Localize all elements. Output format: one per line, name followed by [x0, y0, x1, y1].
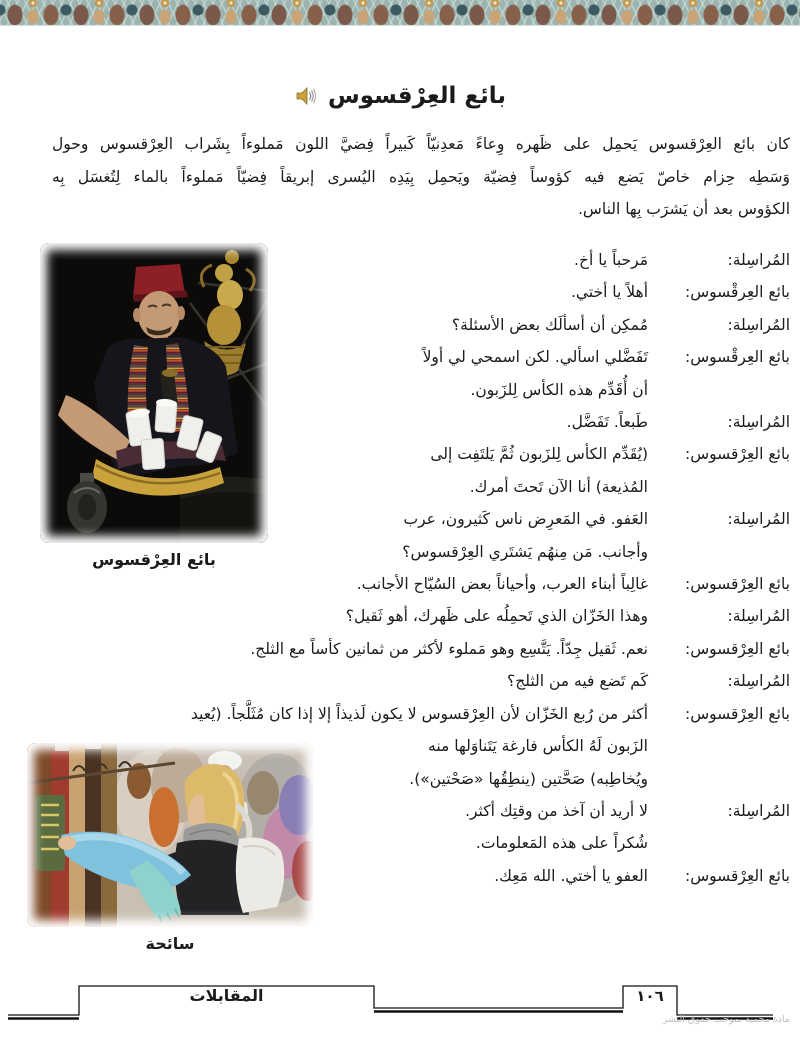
dialogue-speaker: المُراسِلة: — [727, 607, 790, 626]
dialogue-line: العَفو. في المَعرِض ناس كَثيرون، عرب — [403, 510, 648, 529]
dialogue-line: وهذا الخَزّان الذي تَحمِلُه على ظَهرك، أهو ثَقيل؟ — [345, 607, 648, 626]
dialogue-line: العفو يا أختي. الله مَعِك. — [494, 866, 648, 885]
dialogue-speaker: بائع العِرْقسوس: — [685, 575, 790, 594]
dialogue-speaker: بائع العِرْقسوس: — [685, 866, 790, 885]
footer-page-number: ١٠٦ — [636, 987, 664, 1005]
figure-tourist — [27, 743, 313, 953]
ornamental-border-pattern — [0, 0, 800, 26]
dialogue-line: كَم تَضع فيه من الثلج؟ — [507, 672, 648, 691]
dialogue-line: شُكراً على هذه المَعلومات. — [475, 834, 648, 853]
dialogue-line: أكثر من رُبع الخَزّان لأن العِرْقسوس لا يكون لَذيذاً إلا إذا كان مُثَلَّجاً. (يُعيد — [190, 704, 648, 723]
dialogue-speaker: المُراسِلة: — [727, 413, 790, 432]
dialogue-line: ويُخاطِبه) صَحَّتين (ينطِقُها «صَحْتين»). — [409, 769, 648, 788]
dialogue-line: مَرحباً يا أخ. — [574, 251, 648, 269]
licorice-seller-illustration — [40, 243, 268, 543]
dialogue-speaker: المُراسِلة: — [727, 510, 790, 529]
title-row — [0, 78, 800, 114]
dialogue-entry — [52, 600, 790, 632]
dialogue-line: وأجانب. مَن مِنهُم يَشتَري العِرْقسوس؟ — [402, 542, 648, 561]
figure-caption-tourist: سائحة — [145, 934, 195, 953]
dialogue-line: أن أُقَدِّم هذه الكأس لِلزَبون. — [470, 380, 648, 399]
dialogue-speaker: المُراسِلة: — [727, 251, 790, 269]
dialogue-line: المُذيعة) أنا الآن تَحتَ أمرك. — [469, 477, 648, 496]
figure-caption-licorice-seller: بائع العِرْقسوس — [92, 550, 216, 569]
dialogue-speaker: بائع العِرْقسوس: — [685, 704, 790, 723]
photo-tourist — [27, 743, 313, 927]
dialogue-entry — [52, 633, 790, 665]
dialogue-line: تَفَضَّلي اسألي. لكن اسمحي لي أولاً — [422, 348, 648, 367]
dialogue-speaker: بائع العِرقْسوس: — [685, 283, 790, 302]
dialogue-line: غالِباً أبناء العرب، وأحياناً بعض السُيّاح الأجانب. — [356, 575, 648, 594]
copyright-note: مادة محمية بموجب حقوق النشر — [662, 1014, 790, 1025]
intro-paragraph — [52, 128, 790, 226]
dialogue-line: الزَبون لَهُ الكأس فارغة يَتَناوَلها منه — [428, 737, 648, 756]
page-title: بائع العِرْقسوس — [327, 83, 507, 109]
dialogue-speaker: بائع العِرْقسوس: — [685, 445, 790, 464]
dialogue-entry — [52, 665, 790, 697]
audio-speaker-icon — [294, 84, 318, 108]
dialogue-speaker: بائع العِرْقسوس: — [685, 639, 790, 658]
dialogue-speaker: المُراسِلة: — [727, 672, 790, 691]
dialogue-line: مُمكِن أن أسألَك بعض الأسئلة؟ — [451, 315, 648, 334]
figure-licorice-seller — [40, 243, 268, 569]
dialogue-line: لا أريد أن آخذ من وقتِك أكثر. — [465, 801, 648, 820]
dialogue-entry — [52, 568, 790, 600]
intro-line: الكؤوس بعد أن يَشرَب بِها الناس. — [578, 200, 790, 218]
tourist-illustration — [27, 743, 313, 927]
intro-line: كان بائع العِرْقسوس يَحمِل على ظَهره وِعاءً مَعدِنيّاً كَبيراً فِضيَّ اللون مَملوءاً بِشَراب العِرْقسوس وحول — [52, 135, 790, 153]
dialogue-line: أهلاً يا أختي. — [570, 283, 648, 302]
dialogue-line: (يُقَدِّم الكأس لِلزَبون ثُمَّ يَلتَفِت إلى — [430, 445, 648, 464]
dialogue-speaker: المُراسِلة: — [727, 801, 790, 820]
dialogue-speaker: المُراسِلة: — [727, 315, 790, 334]
photo-licorice-seller — [40, 243, 268, 543]
footer-section-label: المقابلات — [189, 986, 264, 1005]
dialogue-speaker: بائع العِرقْسوس: — [685, 348, 790, 367]
dialogue-line: نعم. ثَقيل جِدّاً. يَتَّسِع وهو مَملوء لأكثر من ثمانين كأساً مع الثلج. — [250, 639, 648, 658]
dialogue-line: طَبعاً. تَفَضَّل. — [566, 413, 648, 432]
intro-line: وَسَطِه حِزام خاصّ يَضع فيه كؤوساً فِضيّة ويَحمِل بِيَدِه اليُسرى إبريقاً فِضيّاً مَملوءاً بالماء لِتُغسَل بِه — [52, 167, 790, 186]
